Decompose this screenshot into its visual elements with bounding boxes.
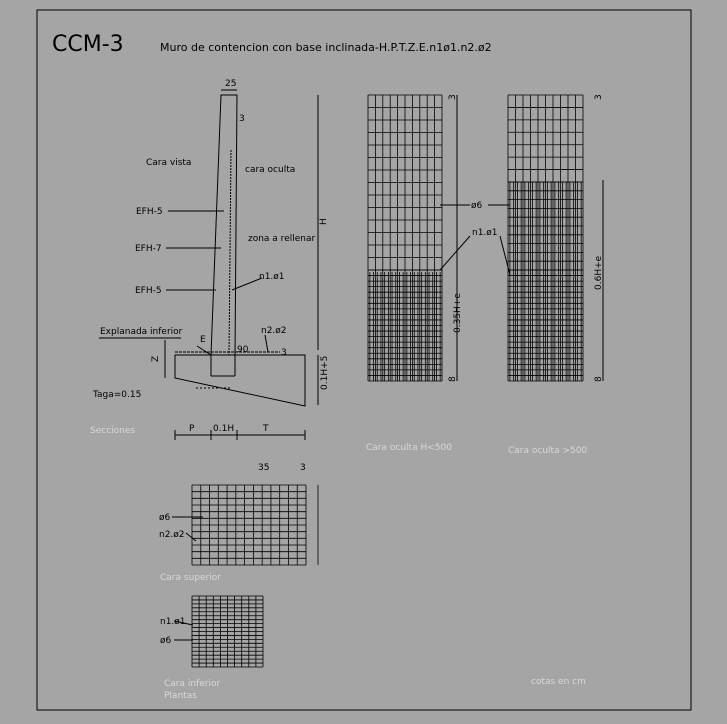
z-label: Z: [151, 355, 161, 362]
dim-mid-label: 0.1H: [213, 424, 235, 434]
height-label: H: [319, 218, 329, 225]
shared-n1-label: n1.ø1: [472, 228, 498, 238]
elev-right-caption: Cara oculta >500: [508, 446, 588, 456]
elevation-left-grid: [368, 95, 442, 381]
efh-upper-label: EFH-5: [136, 207, 163, 217]
n1-leader-right: [500, 236, 510, 275]
elev-left-caption: Cara oculta H<500: [366, 443, 452, 453]
drawing-subtitle: Muro de contencion con base inclinada-H.P.T.Z.E.n1ø1.n2.ø2: [160, 41, 492, 54]
e-label: E: [200, 335, 206, 345]
plan-bottom-caption2: Plantas: [164, 691, 197, 701]
n1-leader: [232, 278, 262, 290]
elev-right-bottom-dim: 8: [594, 376, 604, 382]
face-visible-label: Cara vista: [146, 158, 192, 168]
dim-p-label: P: [189, 424, 195, 434]
n1-label: n1.ø1: [259, 272, 285, 282]
section-caption: Secciones: [90, 426, 136, 436]
efh-middle-label: EFH-7: [135, 244, 162, 254]
batter-label: 3: [239, 114, 245, 124]
elevation-right-grid: [508, 95, 583, 381]
n2-label: n2.ø2: [261, 326, 287, 336]
wall-footing: [175, 355, 305, 406]
slope-label: Taga=0.15: [93, 390, 142, 400]
plan-bottom-bar-b: ø6: [160, 636, 172, 646]
n2-leader: [265, 335, 268, 352]
elev-left-bottom-dim: 8: [448, 376, 458, 382]
plan-dim-35: 35: [258, 463, 270, 473]
plan-top-grid: [192, 485, 318, 565]
elev-right-height-label: 0.6H+e: [594, 255, 604, 290]
fill-zone-label: zona a rellenar: [248, 234, 316, 244]
face-hidden-label: cara oculta: [245, 165, 296, 175]
efh-lower-label: EFH-5: [135, 286, 162, 296]
wall-stem: [211, 95, 237, 355]
elev-left-top-dim: 3: [448, 94, 458, 100]
plan-top-bar-a: ø6: [159, 513, 171, 523]
plan-dim-3: 3: [300, 463, 306, 473]
plan-bottom-caption: Cara inferior: [164, 679, 221, 689]
units-note: cotas en cm: [531, 677, 586, 687]
angle-label: 90: [237, 345, 249, 355]
explanada-label: Explanada inferior: [100, 327, 183, 337]
base-height-label: 0.1H+5: [320, 355, 330, 390]
drawing-title: CCM-3: [52, 32, 124, 57]
dim-t-label: T: [263, 424, 269, 434]
elev-right-top-dim: 3: [594, 94, 604, 100]
top-width-label: 25: [225, 79, 237, 89]
plan-bottom-grid: [192, 596, 263, 667]
plan-top-bar-b: n2.ø2: [159, 530, 185, 540]
plan-bottom-bar-a: n1.ø1: [160, 617, 186, 627]
elev-bar-label: ø6: [471, 201, 483, 211]
elev-left-height-label: 0.35H+e: [453, 293, 463, 333]
n2-spacing-label: 3: [281, 348, 287, 358]
n1-leader-left: [440, 236, 470, 270]
sheet-border: [37, 10, 691, 710]
wall-section: [99, 90, 318, 440]
plan-top-caption: Cara superior: [160, 573, 221, 583]
